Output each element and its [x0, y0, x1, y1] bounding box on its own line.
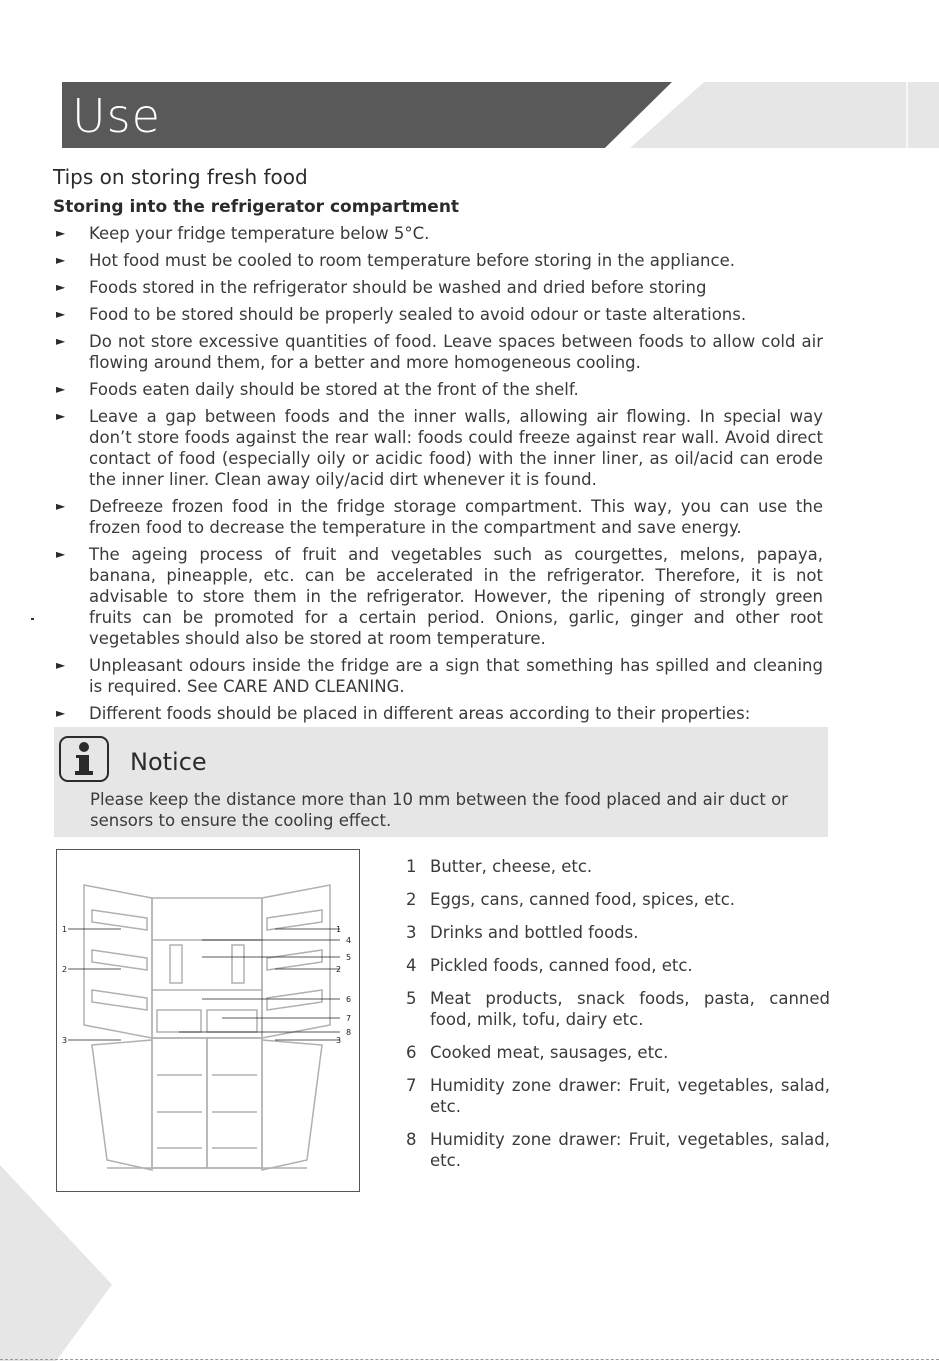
diagram-label: 5 [346, 953, 352, 962]
fridge-diagram [56, 849, 360, 1192]
bullet-arrow-icon: ► [56, 226, 66, 240]
tip-text: Foods eaten daily should be stored at the front of the shelf. [89, 380, 579, 399]
margin-mark [31, 618, 34, 620]
list-item [406, 1129, 830, 1171]
bullet-arrow-icon: ► [56, 280, 66, 294]
list-item [406, 1042, 830, 1063]
list-item [406, 856, 830, 877]
diagram-label: 2 [336, 965, 342, 974]
diagram-label: 3 [336, 1036, 342, 1045]
legend-number: 5 [406, 989, 417, 1008]
legend-text: Meat products, snack foods, pasta, canned food, milk, tofu, dairy etc. [430, 989, 830, 1029]
legend-text: Humidity zone drawer: Fruit, vegetables, salad, etc. [430, 1076, 830, 1116]
list-item [53, 544, 823, 649]
list-item [53, 304, 823, 325]
bullet-arrow-icon: ► [56, 658, 66, 672]
diagram-label: 2 [62, 965, 68, 974]
legend-text: Pickled foods, canned food, etc. [430, 956, 693, 975]
legend-text: Butter, cheese, etc. [430, 857, 593, 876]
legend-text: Humidity zone drawer: Fruit, vegetables, salad, etc. [430, 1130, 830, 1170]
tip-text: Unpleasant odours inside the fridge are a sign that something has spilled and cleaning is required. See CARE AND CLEANING. [89, 656, 823, 696]
tip-text: Leave a gap between foods and the inner walls, allowing air flowing. In special way don’t store foods against the rear wall: foods could freeze against rear wall. Avoid direct contact of food (especially oily or acidic food) with the inner liner, as oil/acid can erode the inner liner. Clean away oily/acid dirt whenever it is found. [89, 407, 823, 489]
notice-title: Notice [130, 748, 207, 776]
tip-text: Foods stored in the refrigerator should be washed and dried before storing [89, 278, 707, 297]
legend-number: 6 [406, 1043, 417, 1062]
tips-list [53, 223, 823, 730]
list-item [53, 250, 823, 271]
header-accent-shape [630, 82, 939, 148]
list-item [406, 922, 830, 943]
legend-number: 2 [406, 890, 417, 909]
diagram-label: 1 [336, 925, 342, 934]
diagram-label: 4 [346, 936, 352, 945]
bullet-arrow-icon: ► [56, 547, 66, 561]
header-accent-divider [906, 82, 908, 148]
list-item [53, 406, 823, 490]
info-icon [59, 736, 109, 782]
diagram-label: 6 [346, 995, 352, 1004]
legend-text: Eggs, cans, canned food, spices, etc. [430, 890, 736, 909]
legend-text: Drinks and bottled foods. [430, 923, 639, 942]
tip-text: Defreeze frozen food in the fridge storage compartment. This way, you can use the frozen food to decrease the temperature in the compartment and save energy. [89, 497, 823, 537]
tip-text: The ageing process of fruit and vegetables such as courgettes, melons, papaya, banana, pineapple, etc. can be accelerated in the refrigerator. Therefore, it is not advisable to store them in the refrigerator. However, the ripening of strongly green fruits can be promoted for a certain period. Onions, garlic, ginger and other root vegetables should also be stored at room temperature. [89, 545, 823, 648]
bullet-arrow-icon: ► [56, 409, 66, 423]
legend-number: 1 [406, 857, 417, 876]
section-title: Tips on storing fresh food [53, 165, 308, 189]
legend-number: 3 [406, 923, 417, 942]
list-item [406, 988, 830, 1030]
diagram-label: 8 [346, 1028, 352, 1037]
list-item [53, 379, 823, 400]
bullet-arrow-icon: ► [56, 382, 66, 396]
list-item [53, 223, 823, 244]
page-title: Use [72, 89, 161, 143]
fridge-illustration [57, 850, 359, 1191]
tip-text: Food to be stored should be properly sealed to avoid odour or taste alterations. [89, 305, 747, 324]
diagram-label: 3 [62, 1036, 68, 1045]
legend-number: 8 [406, 1130, 417, 1149]
legend-number: 4 [406, 956, 417, 975]
corner-decoration [0, 1165, 112, 1361]
info-glyph [69, 740, 99, 778]
list-item [406, 889, 830, 910]
tip-text: Do not store excessive quantities of food. Leave spaces between foods to allow cold air flowing around them, for a better and more homogeneous cooling. [89, 332, 823, 372]
bullet-arrow-icon: ► [56, 253, 66, 267]
list-item [406, 1075, 830, 1117]
tip-text: Different foods should be placed in different areas according to their properties: [89, 704, 751, 723]
list-item [53, 655, 823, 697]
legend-list [406, 856, 830, 1183]
legend-text: Cooked meat, sausages, etc. [430, 1043, 669, 1062]
bullet-arrow-icon: ► [56, 307, 66, 321]
list-item [53, 703, 823, 724]
bullet-arrow-icon: ► [56, 706, 66, 720]
tip-text: Keep your fridge temperature below 5°C. [89, 224, 430, 243]
list-item [53, 331, 823, 373]
notice-text: Please keep the distance more than 10 mm between the food placed and air duct or sensors to ensure the cooling effect. [90, 790, 788, 830]
diagram-label: 7 [346, 1014, 352, 1023]
tip-text: Hot food must be cooled to room temperature before storing in the appliance. [89, 251, 735, 270]
list-item [53, 277, 823, 298]
bullet-arrow-icon: ► [56, 334, 66, 348]
diagram-label: 1 [62, 925, 68, 934]
legend-number: 7 [406, 1076, 417, 1095]
sub-title: Storing into the refrigerator compartment [53, 197, 460, 217]
list-item [406, 955, 830, 976]
list-item [53, 496, 823, 538]
bullet-arrow-icon: ► [56, 499, 66, 513]
